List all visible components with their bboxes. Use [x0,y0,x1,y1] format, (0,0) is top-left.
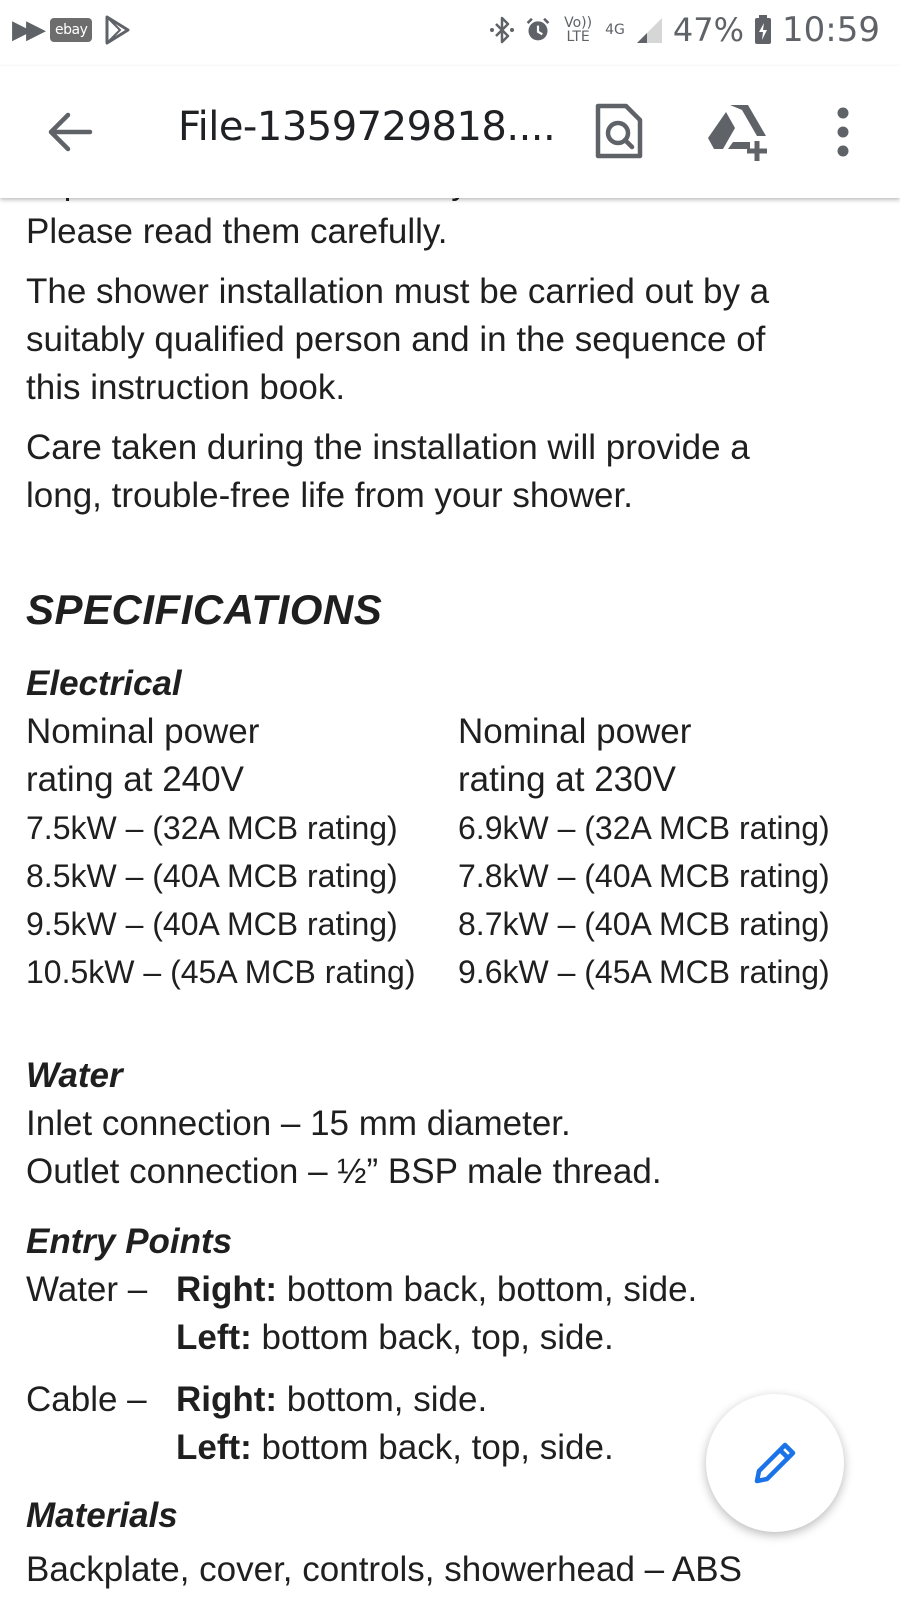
find-in-document-icon[interactable] [594,102,644,160]
water-entry-left [176,1314,614,1362]
col-230v-header [458,708,691,804]
left-label: Left: [176,1428,252,1467]
right-label: Right: [176,1270,278,1309]
right-text: bottom, side. [277,1380,488,1419]
status-bar [0,0,900,66]
back-arrow-icon[interactable] [44,106,96,158]
ebay-notification-icon: ebay [50,18,92,42]
alarm-icon [525,15,551,45]
app-toolbar [0,66,900,198]
rating-230v: 8.7kW – (40A MCB rating) [458,906,830,942]
signal-strength-icon [635,16,663,44]
intro-line: The shower installation must be carried out by a [26,272,770,311]
pencil-icon [749,1437,801,1489]
network-type-indicator: 4G [605,22,625,38]
col-header-line: Nominal power [26,712,260,751]
edit-fab-button[interactable] [706,1394,844,1532]
rating-240v: 8.5kW – (40A MCB rating) [26,858,398,894]
more-options-icon[interactable] [832,106,854,158]
entry-points-heading: Entry Points [26,1222,233,1261]
clock: 10:59 [782,10,880,50]
left-label: Left: [176,1318,252,1357]
volte-indicator: Vo)) LTE [564,15,593,45]
battery-percentage: 47% [672,11,745,49]
col-240v-header [26,708,259,804]
col-header-line: Nominal power [458,712,692,751]
document-viewer[interactable] [0,198,900,1600]
water-heading: Water [26,1056,123,1095]
col-header-line: rating at 230V [458,760,676,799]
rating-230v: 7.8kW – (40A MCB rating) [458,858,830,894]
materials-line: Backplate, cover, controls, showerhead – ABS [26,1550,742,1589]
bluetooth-icon [489,15,515,45]
materials-heading: Materials [26,1496,178,1535]
rating-240v: 10.5kW – (45A MCB rating) [26,954,416,990]
electrical-heading: Electrical [26,664,182,703]
right-label: Right: [176,1380,278,1419]
left-text: bottom back, top, side. [251,1428,614,1467]
water-line: Inlet connection – 15 mm diameter. [26,1104,571,1143]
cable-entry-label: Cable – [26,1380,147,1419]
water-entry-label: Water – [26,1270,148,1309]
rating-230v: 6.9kW – (32A MCB rating) [458,810,830,846]
water-entry-right [176,1266,697,1314]
play-store-notification-icon [102,12,132,48]
cable-entry-left [176,1424,614,1472]
left-text: bottom back, top, side. [251,1318,614,1357]
rating-240v: 9.5kW – (40A MCB rating) [26,906,398,942]
rating-230v: 9.6kW – (45A MCB rating) [458,954,830,990]
intro-line: Care taken during the installation will provide a [26,428,750,467]
right-text: bottom back, bottom, side. [277,1270,698,1309]
col-header-line: rating at 240V [26,760,244,799]
cable-entry-right [176,1376,487,1424]
intro-line: this instruction book. [26,368,346,407]
file-title: File-1359729818.... [178,104,556,150]
intro-line: Please read them carefully. [26,212,448,251]
water-line: Outlet connection – ½” BSP male thread. [26,1152,662,1191]
specifications-heading: SPECIFICATIONS [26,586,383,633]
add-to-drive-icon[interactable] [708,102,774,162]
fast-forward-notification-icon: ▶▶ [12,15,40,45]
rating-240v: 7.5kW – (32A MCB rating) [26,810,398,846]
intro-line: suitably qualified person and in the sequence of [26,320,766,359]
battery-charging-icon [754,15,772,45]
intro-line: long, trouble-free life from your shower. [26,476,633,515]
